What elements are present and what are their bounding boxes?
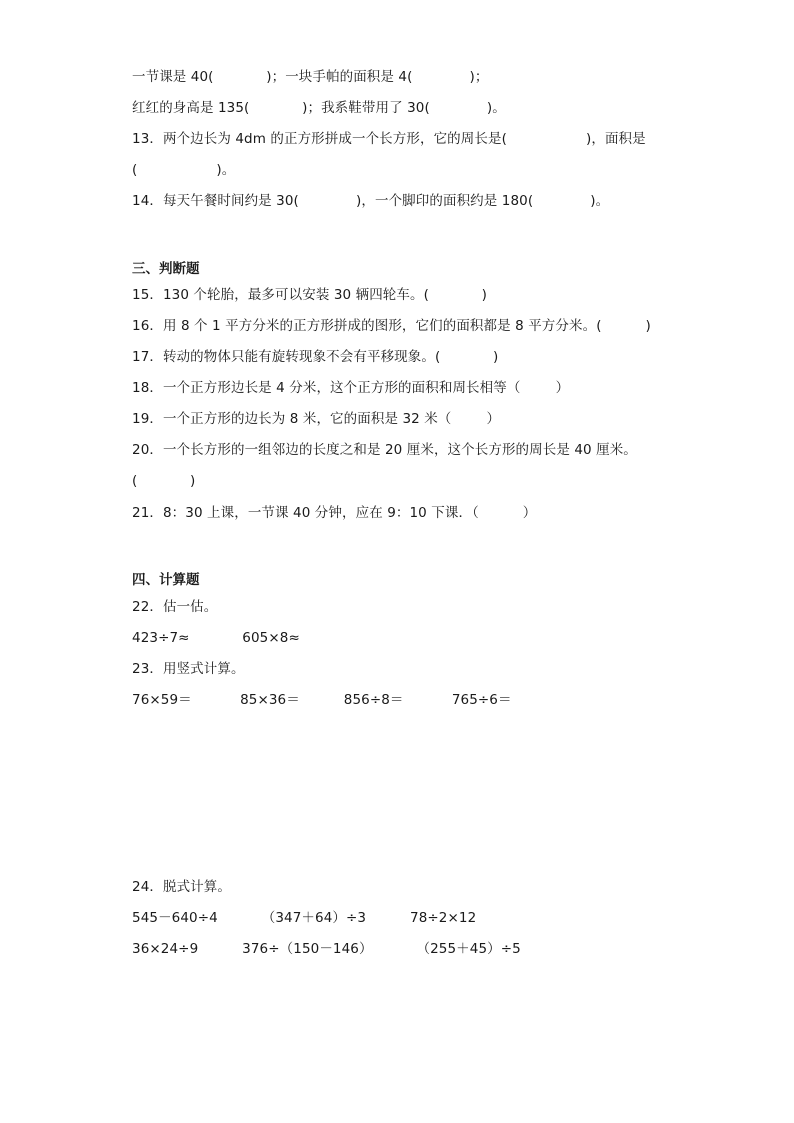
fill-blank-line-12a: 一节课是 40( )；一块手帕的面积是 4( )； [132, 69, 489, 85]
vertical-calc-expressions: 76×59＝ 85×36＝ 856÷8＝ 765÷6＝ [132, 692, 512, 708]
stepwise-calc-row-1: 545－640÷4 （347＋64）÷3 78÷2×12 [132, 910, 477, 926]
question-13: 13．两个边长为 4dm 的正方形拼成一个长方形，它的周长是( )，面积是 [132, 131, 646, 147]
question-15: 15．130 个轮胎，最多可以安装 30 辆四轮车。( ) [132, 287, 488, 303]
stepwise-calc-row-2: 36×24÷9 376÷（150－146） （255＋45）÷5 [132, 941, 521, 957]
estimate-expressions: 423÷7≈ 605×8≈ [132, 630, 300, 646]
question-17: 17．转动的物体只能有旋转现象不会有平移现象。( ) [132, 349, 499, 365]
question-13-cont: ( )。 [132, 162, 236, 178]
question-20: 20．一个长方形的一组邻边的长度之和是 20 厘米，这个长方形的周长是 40 厘米。 [132, 442, 637, 458]
section-heading-judgement: 三、判断题 [132, 261, 200, 277]
question-14: 14．每天午餐时间约是 30( )，一个脚印的面积约是 180( )。 [132, 193, 610, 209]
question-22: 22．估一估。 [132, 599, 218, 615]
question-19: 19．一个正方形的边长为 8 米，它的面积是 32 米（ ） [132, 411, 501, 427]
question-16: 16．用 8 个 1 平方分米的正方形拼成的图形，它们的面积都是 8 平方分米。( ) [132, 318, 651, 334]
question-18: 18．一个正方形边长是 4 分米，这个正方形的面积和周长相等（ ） [132, 380, 570, 396]
question-20-cont: ( ) [132, 473, 196, 489]
section-heading-calculation: 四、计算题 [132, 572, 200, 588]
fill-blank-line-12b: 红红的身高是 135( )；我系鞋带用了 30( )。 [132, 100, 506, 116]
question-21: 21．8：30 上课，一节课 40 分钟，应在 9：10 下课．（ ） [132, 505, 537, 521]
question-24: 24．脱式计算。 [132, 879, 231, 895]
question-23: 23．用竖式计算。 [132, 661, 245, 677]
